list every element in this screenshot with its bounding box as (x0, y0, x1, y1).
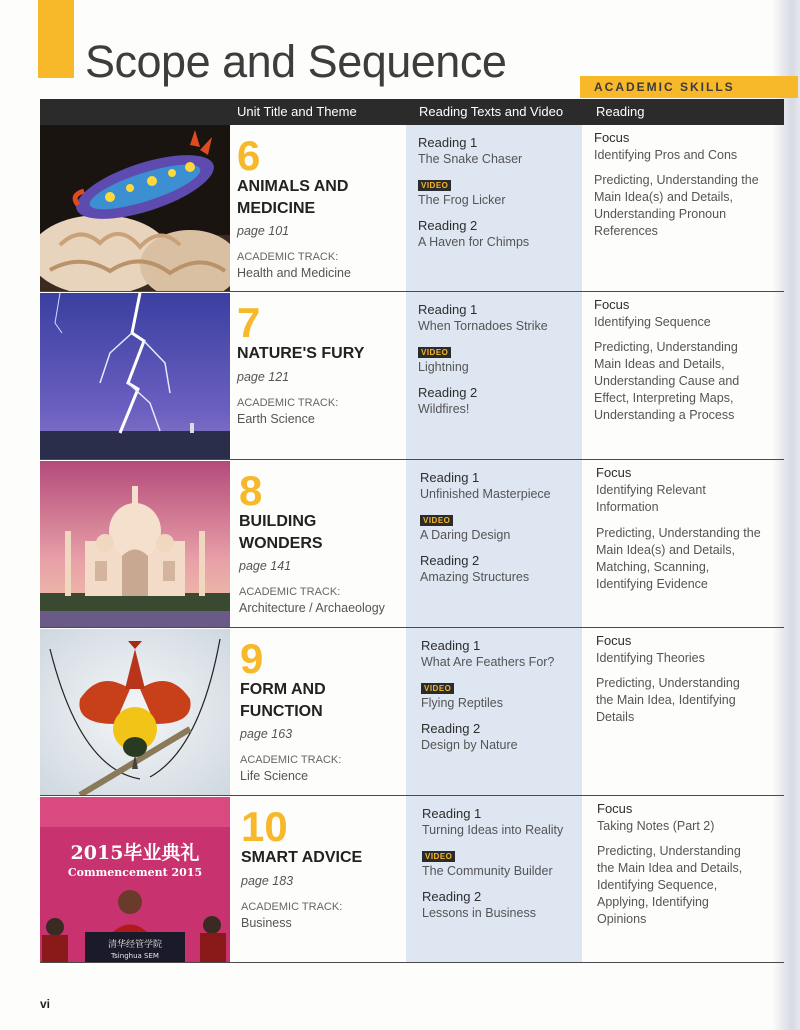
unit-page-link[interactable]: page 163 (240, 727, 293, 741)
focus-label: Focus (594, 297, 630, 312)
page-number: vi (40, 997, 51, 1011)
other-reading-skills: Predicting, Understanding the Main Idea(s) and Details, Understanding Pronoun References (594, 173, 759, 238)
unit-row-10 (40, 796, 784, 964)
podium-text-chinese: 清华经管学院 (107, 940, 163, 950)
academic-track-label: ACADEMIC TRACK: (241, 901, 343, 913)
unit-title: FORM AND FUNCTION (240, 681, 326, 720)
unit-photo-bird-of-paradise (40, 629, 230, 795)
video-title: The Community Builder (422, 864, 553, 878)
table-header-bar (40, 99, 784, 125)
reading-1-label: Reading 1 (421, 638, 481, 653)
unit-number: 6 (237, 132, 261, 179)
unit-photo-commencement (40, 797, 230, 963)
column-header-reading: Reading (596, 104, 645, 119)
banner-text-chinese: 2015毕业典礼 (70, 842, 200, 864)
unit-title: ANIMALS AND MEDICINE (237, 178, 349, 217)
video-badge: VIDEO (418, 180, 451, 191)
focus-skill: Identifying Relevant Information (596, 483, 706, 514)
unit-photo-lightning (40, 293, 230, 459)
focus-skill: Taking Notes (Part 2) (597, 819, 715, 833)
focus-skill: Identifying Pros and Cons (594, 148, 738, 162)
column-header-unit: Unit Title and Theme (237, 104, 357, 119)
nudibranch-image (40, 125, 230, 291)
video-badge: VIDEO (422, 851, 455, 862)
unit-title: SMART ADVICE (241, 849, 363, 866)
reading-1-title: The Snake Chaser (418, 152, 523, 166)
other-reading-skills: Predicting, Understanding the Main Idea(s) and Details, Matching, Scanning, Identifying Evidence (596, 526, 761, 591)
video-badge: VIDEO (418, 347, 451, 358)
academic-track-label: ACADEMIC TRACK: (237, 251, 339, 263)
unit-page-link[interactable]: page 101 (237, 224, 290, 238)
reading-1-title: When Tornadoes Strike (418, 319, 548, 333)
reading-2-title: Design by Nature (421, 738, 518, 752)
unit-photo-taj-mahal (40, 461, 230, 627)
bird-of-paradise-image (40, 629, 230, 795)
unit-page-link[interactable]: page 141 (239, 559, 292, 573)
video-title: Flying Reptiles (421, 696, 503, 710)
unit-number: 9 (240, 635, 264, 682)
academic-track-value: Health and Medicine (237, 266, 351, 280)
academic-track-label: ACADEMIC TRACK: (237, 397, 339, 409)
reading-2-label: Reading 2 (421, 721, 481, 736)
unit-number: 10 (241, 803, 288, 850)
unit-row-7 (40, 292, 784, 460)
unit-number: 8 (239, 467, 263, 514)
focus-label: Focus (596, 633, 632, 648)
commencement-image (40, 797, 230, 963)
unit-number: 7 (237, 299, 261, 346)
unit-title: BUILDING WONDERS (239, 513, 323, 552)
video-badge: VIDEO (420, 515, 453, 526)
reading-1-label: Reading 1 (418, 135, 478, 150)
reading-1-label: Reading 1 (418, 302, 478, 317)
focus-skill: Identifying Theories (596, 651, 705, 665)
academic-track-label: ACADEMIC TRACK: (239, 586, 341, 598)
focus-label: Focus (594, 130, 630, 145)
taj-mahal-image (40, 461, 230, 627)
reading-2-title: Wildfires! (418, 402, 470, 416)
reading-2-title: A Haven for Chimps (418, 235, 530, 249)
focus-skill: Identifying Sequence (594, 315, 711, 329)
lightning-image (40, 293, 230, 459)
reading-2-label: Reading 2 (420, 553, 480, 568)
reading-2-label: Reading 2 (418, 385, 478, 400)
other-reading-skills: Predicting, Understanding the Main Idea and Details, Identifying Sequence, Applying, Identifying Opinions (597, 844, 743, 926)
reading-1-label: Reading 1 (420, 470, 480, 485)
video-title: A Daring Design (420, 528, 511, 542)
podium-text-english: Tsinghua SEM (111, 952, 159, 960)
unit-divider (40, 962, 784, 963)
academic-track-value: Architecture / Archaeology (239, 601, 385, 615)
unit-row-6 (40, 125, 784, 292)
other-reading-skills: Predicting, Understanding Main Ideas and Details, Understanding Cause and Effect, Interpreting Maps, Understanding a Process (594, 340, 740, 422)
academic-track-value: Business (241, 916, 292, 930)
video-badge: VIDEO (421, 683, 454, 694)
other-reading-skills: Predicting, Understanding the Main Idea, Identifying Details (596, 676, 740, 724)
video-title: The Frog Licker (418, 193, 506, 207)
banner-text-english: Commencement 2015 (67, 866, 203, 879)
column-header-texts: Reading Texts and Video (419, 104, 564, 119)
unit-row-8 (40, 460, 784, 628)
academic-track-label: ACADEMIC TRACK: (240, 754, 342, 766)
unit-photo-nudibranch (40, 125, 230, 291)
yellow-tab (38, 0, 74, 78)
unit-title: NATURE'S FURY (237, 345, 365, 362)
focus-label: Focus (596, 465, 632, 480)
reading-2-label: Reading 2 (418, 218, 478, 233)
reading-1-title: Turning Ideas into Reality (422, 823, 564, 837)
reading-2-title: Amazing Structures (420, 570, 530, 584)
reading-1-label: Reading 1 (422, 806, 482, 821)
page-title: Scope and Sequence (85, 36, 507, 87)
academic-skills-bar: ACADEMIC SKILLS (580, 76, 798, 98)
reading-1-title: What Are Feathers For? (421, 655, 555, 669)
unit-row-9 (40, 628, 784, 796)
reading-2-label: Reading 2 (422, 889, 482, 904)
video-title: Lightning (418, 360, 469, 374)
academic-track-value: Earth Science (237, 412, 315, 426)
academic-track-value: Life Science (240, 769, 309, 783)
reading-2-title: Lessons in Business (422, 906, 536, 920)
unit-page-link[interactable]: page 183 (241, 874, 294, 888)
focus-label: Focus (597, 801, 633, 816)
reading-1-title: Unfinished Masterpiece (420, 487, 551, 501)
unit-page-link[interactable]: page 121 (237, 370, 290, 384)
